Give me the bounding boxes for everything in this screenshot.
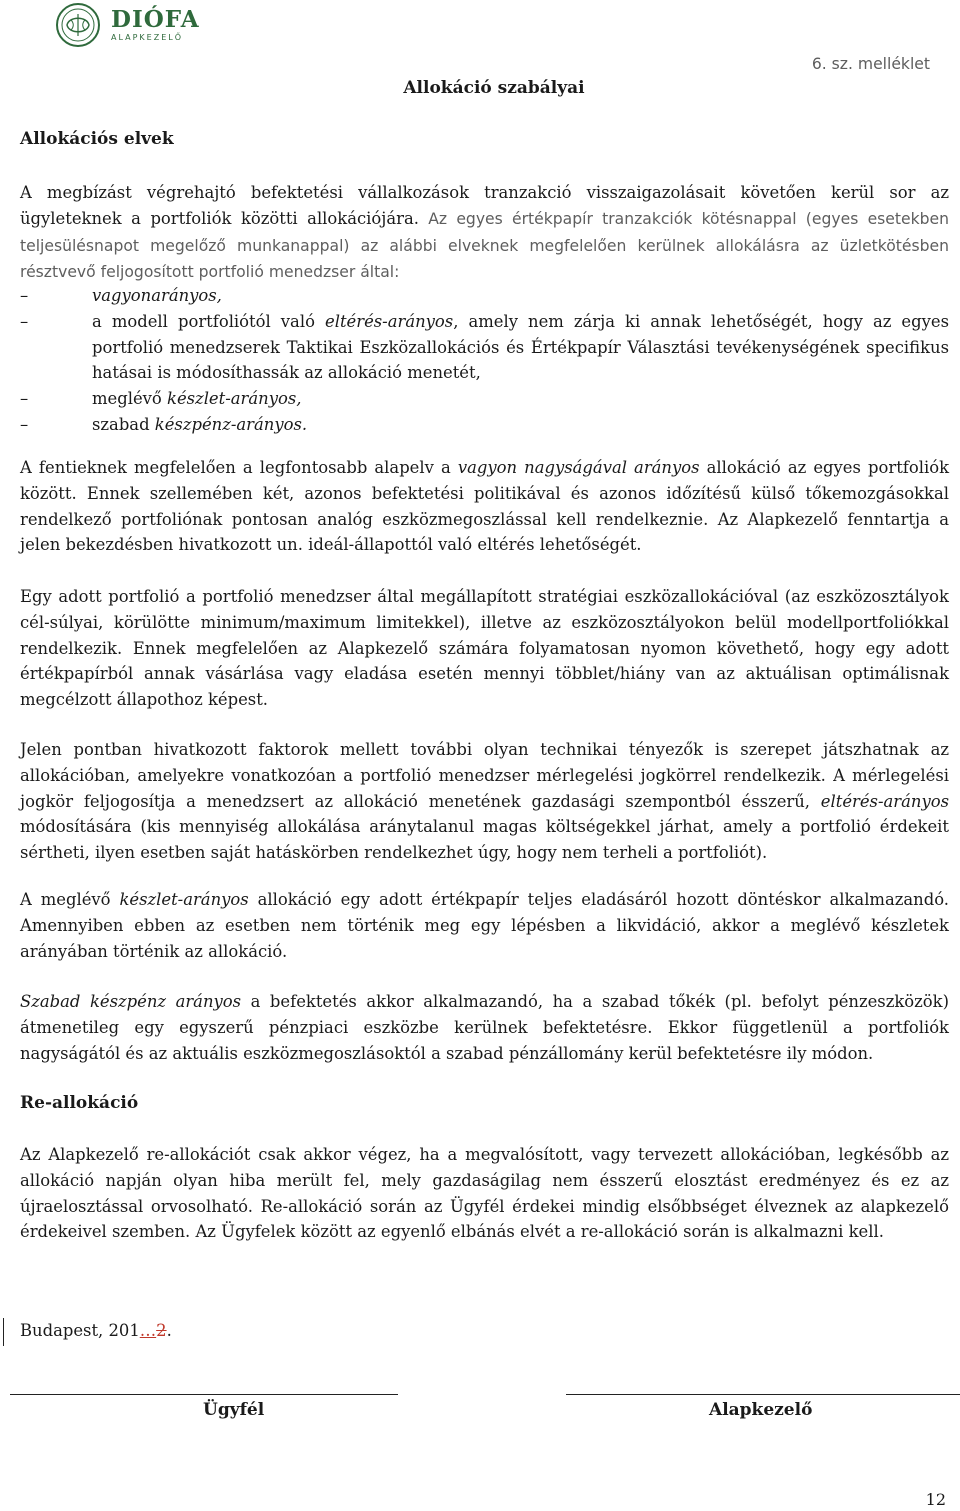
annex-label: 6. sz. melléklet (811, 55, 930, 73)
dash-bullet: – (20, 389, 29, 409)
company-logo (53, 2, 213, 48)
section-heading-allocation-principles: Allokációs elvek (20, 129, 174, 149)
paragraph-main-principle (20, 455, 949, 558)
paragraph-stock-proportional (20, 887, 949, 964)
paragraph-text: a befektetés akkor alkalmazandó, ha a szabad tőkék (pl. befolyt pénzeszközök) átmenetileg egy egyszerű pénzpiaci eszközbe kerülnek befektetésre. Ekkor függetlenül a portfoliók nagyságától és az aktuális eszközmegoszlásoktól a szabad pénzállomány kerül befektetésre ily módon. (20, 992, 949, 1063)
deleted-text: 2 (156, 1321, 167, 1340)
revision-change-bar (3, 1318, 4, 1346)
paragraph-text: A fentieknek megfelelően a legfontosabb alapelv a (20, 458, 458, 477)
paragraph-strategic-allocation: Egy adott portfolió a portfolió menedzser által megállapított stratégiai eszközallokációval (az eszközosztályok cél-súlyai, körülötte minimum/maximum limitekkel), illetve az eszközosztályokon belül modellportfoliókkal rendelkezik. Ennek megfelelően az Alapkezelő számára folyamatosan nyomon követhető, hogy egy adott értékpapírból annak vásárlása vagy eladása esetén mennyi többlet/hiány van az aktuálisan optimálisnak megcélzott állapothoz képest. (20, 587, 949, 710)
paragraph-text: allokáció egy adott értékpapír teljes eladásáról hozott döntéskor alkalmazandó. Amennyiben ebben az esetben nem történik meg egy lépésben a likvidáció, akkor a meglévő készletek arányában történik az allokáció. (20, 890, 949, 961)
paragraph-text: Jelen pontban hivatkozott faktorok mellett további olyan technikai tényezők is szerepet játszhatnak az allokációban, amelyekre vonatkozóan a portfolió menedzser mérlegelési jogkörrel rendelkezik. A mérlegelési jogkör feljogosítja a menedzsert az allokáció menetének gazdasági szempontból ésszerű, (20, 740, 949, 811)
list-item-text: vagyonarányos, (92, 286, 222, 305)
place-date-text: Budapest, 201 (20, 1321, 140, 1340)
list-item-text: szabad (92, 414, 155, 434)
paragraph-technical-factors (20, 737, 949, 866)
place-date (20, 1321, 172, 1340)
paragraph-emphasis: eltérés-arányos (820, 791, 949, 811)
list-item (20, 386, 949, 412)
list-item-emphasis: eltérés-arányos (325, 311, 454, 331)
paragraph-intro (20, 180, 949, 286)
place-date-text: . (166, 1321, 172, 1340)
dash-bullet: – (20, 311, 29, 331)
paragraph-text: A meglévő (20, 890, 120, 909)
signature-label-manager: Alapkezelő (709, 1400, 813, 1420)
list-item-emphasis: készpénz-arányos. (154, 414, 308, 434)
allocation-methods-list (20, 283, 949, 438)
dash-bullet: – (20, 286, 29, 305)
list-item-emphasis: készlet-arányos, (167, 389, 302, 409)
dash-bullet: – (20, 414, 29, 434)
paragraph-text: módosítására (kis mennyiség allokálása aránytalanul magas költségekkel járhat, amely a portfolió érdekeit sértheti, ilyen esetben saját hatáskörben rendelkezhet úgy, hogy nem terheli a portfoliót). (20, 817, 949, 863)
inserted-text: … (139, 1321, 157, 1340)
list-item-text: a modell portfoliótól való (92, 311, 325, 331)
logo-name: DIÓFA (111, 6, 200, 33)
paragraph-reallocation: Az Alapkezelő re-allokációt csak akkor végez, ha a megvalósított, vagy tervezett allokációban, legkésőbb az allokáció napján olyan hiba merült fel, mely gazdaságilag nem ésszerű elosztást eredményez és ez az újraelosztással orvosolható. Re-allokáció során az Ügyfél érdekei mindig elsőbbséget élveznek az alapkezelő érdekeivel szemben. Az Ügyfelek között az egyenlő elbánás elvét a re-allokáció során is alkalmazni kell. (20, 1145, 949, 1242)
section-heading-reallocation: Re-allokáció (20, 1093, 139, 1113)
signature-line-client (10, 1394, 398, 1395)
paragraph-emphasis: készlet-arányos (119, 890, 249, 909)
walnut-emblem-icon (53, 2, 103, 48)
list-item (20, 309, 949, 386)
signature-line-manager (566, 1394, 960, 1395)
intro-text-a: A megbízást végrehajtó befektetési vállalkozások tranzakció visszaigazolásait követően kerül sor az ügyleteknek a portfoliók közötti allokációjára. (20, 183, 949, 228)
logo-subtitle: ALAPKEZELŐ (111, 33, 183, 42)
list-item (20, 412, 949, 438)
signature-label-client: Ügyfél (203, 1400, 265, 1420)
list-item (20, 283, 949, 309)
intro-text-b: Az egyes értékpapír tranzakciók kötésnappal (egyes esetekben teljesülésnapot megelőző munkanappal) az alábbi elveknek megfelelően kerülnek allokálásra az üzletkötésben résztvevő feljogosított portfolió menedzser által: (20, 209, 949, 282)
list-item-text: , amely nem zárja ki annak lehetőségét, hogy az egyes portfolió menedzserek Taktikai Eszközallokációs és Értékpapír Választási tevékenységének specifikus hatásai is módosíthassák az allokáció menetét, (92, 311, 949, 383)
paragraph-emphasis: vagyon nagyságával arányos (457, 458, 700, 477)
list-item-text: meglévő (92, 389, 168, 409)
document-title: Allokáció szabályai (403, 78, 585, 98)
paragraph-emphasis: Szabad készpénz arányos (20, 992, 242, 1011)
paragraph-text: allokáció az egyes portfoliók között. Ennek szellemében két, azonos befektetési politikával és azonos időzítésű külső tőkemozgásokkal rendelkező portfoliónak pontosan analóg eszközmegoszlással kell rendelkeznie. Az Alapkezelő fenntartja a jelen bekezdésben hivatkozott un. ideál-állapottól való eltérés lehetőségét. (20, 458, 949, 555)
page-number: 12 (925, 1490, 946, 1509)
paragraph-free-cash (20, 989, 949, 1066)
